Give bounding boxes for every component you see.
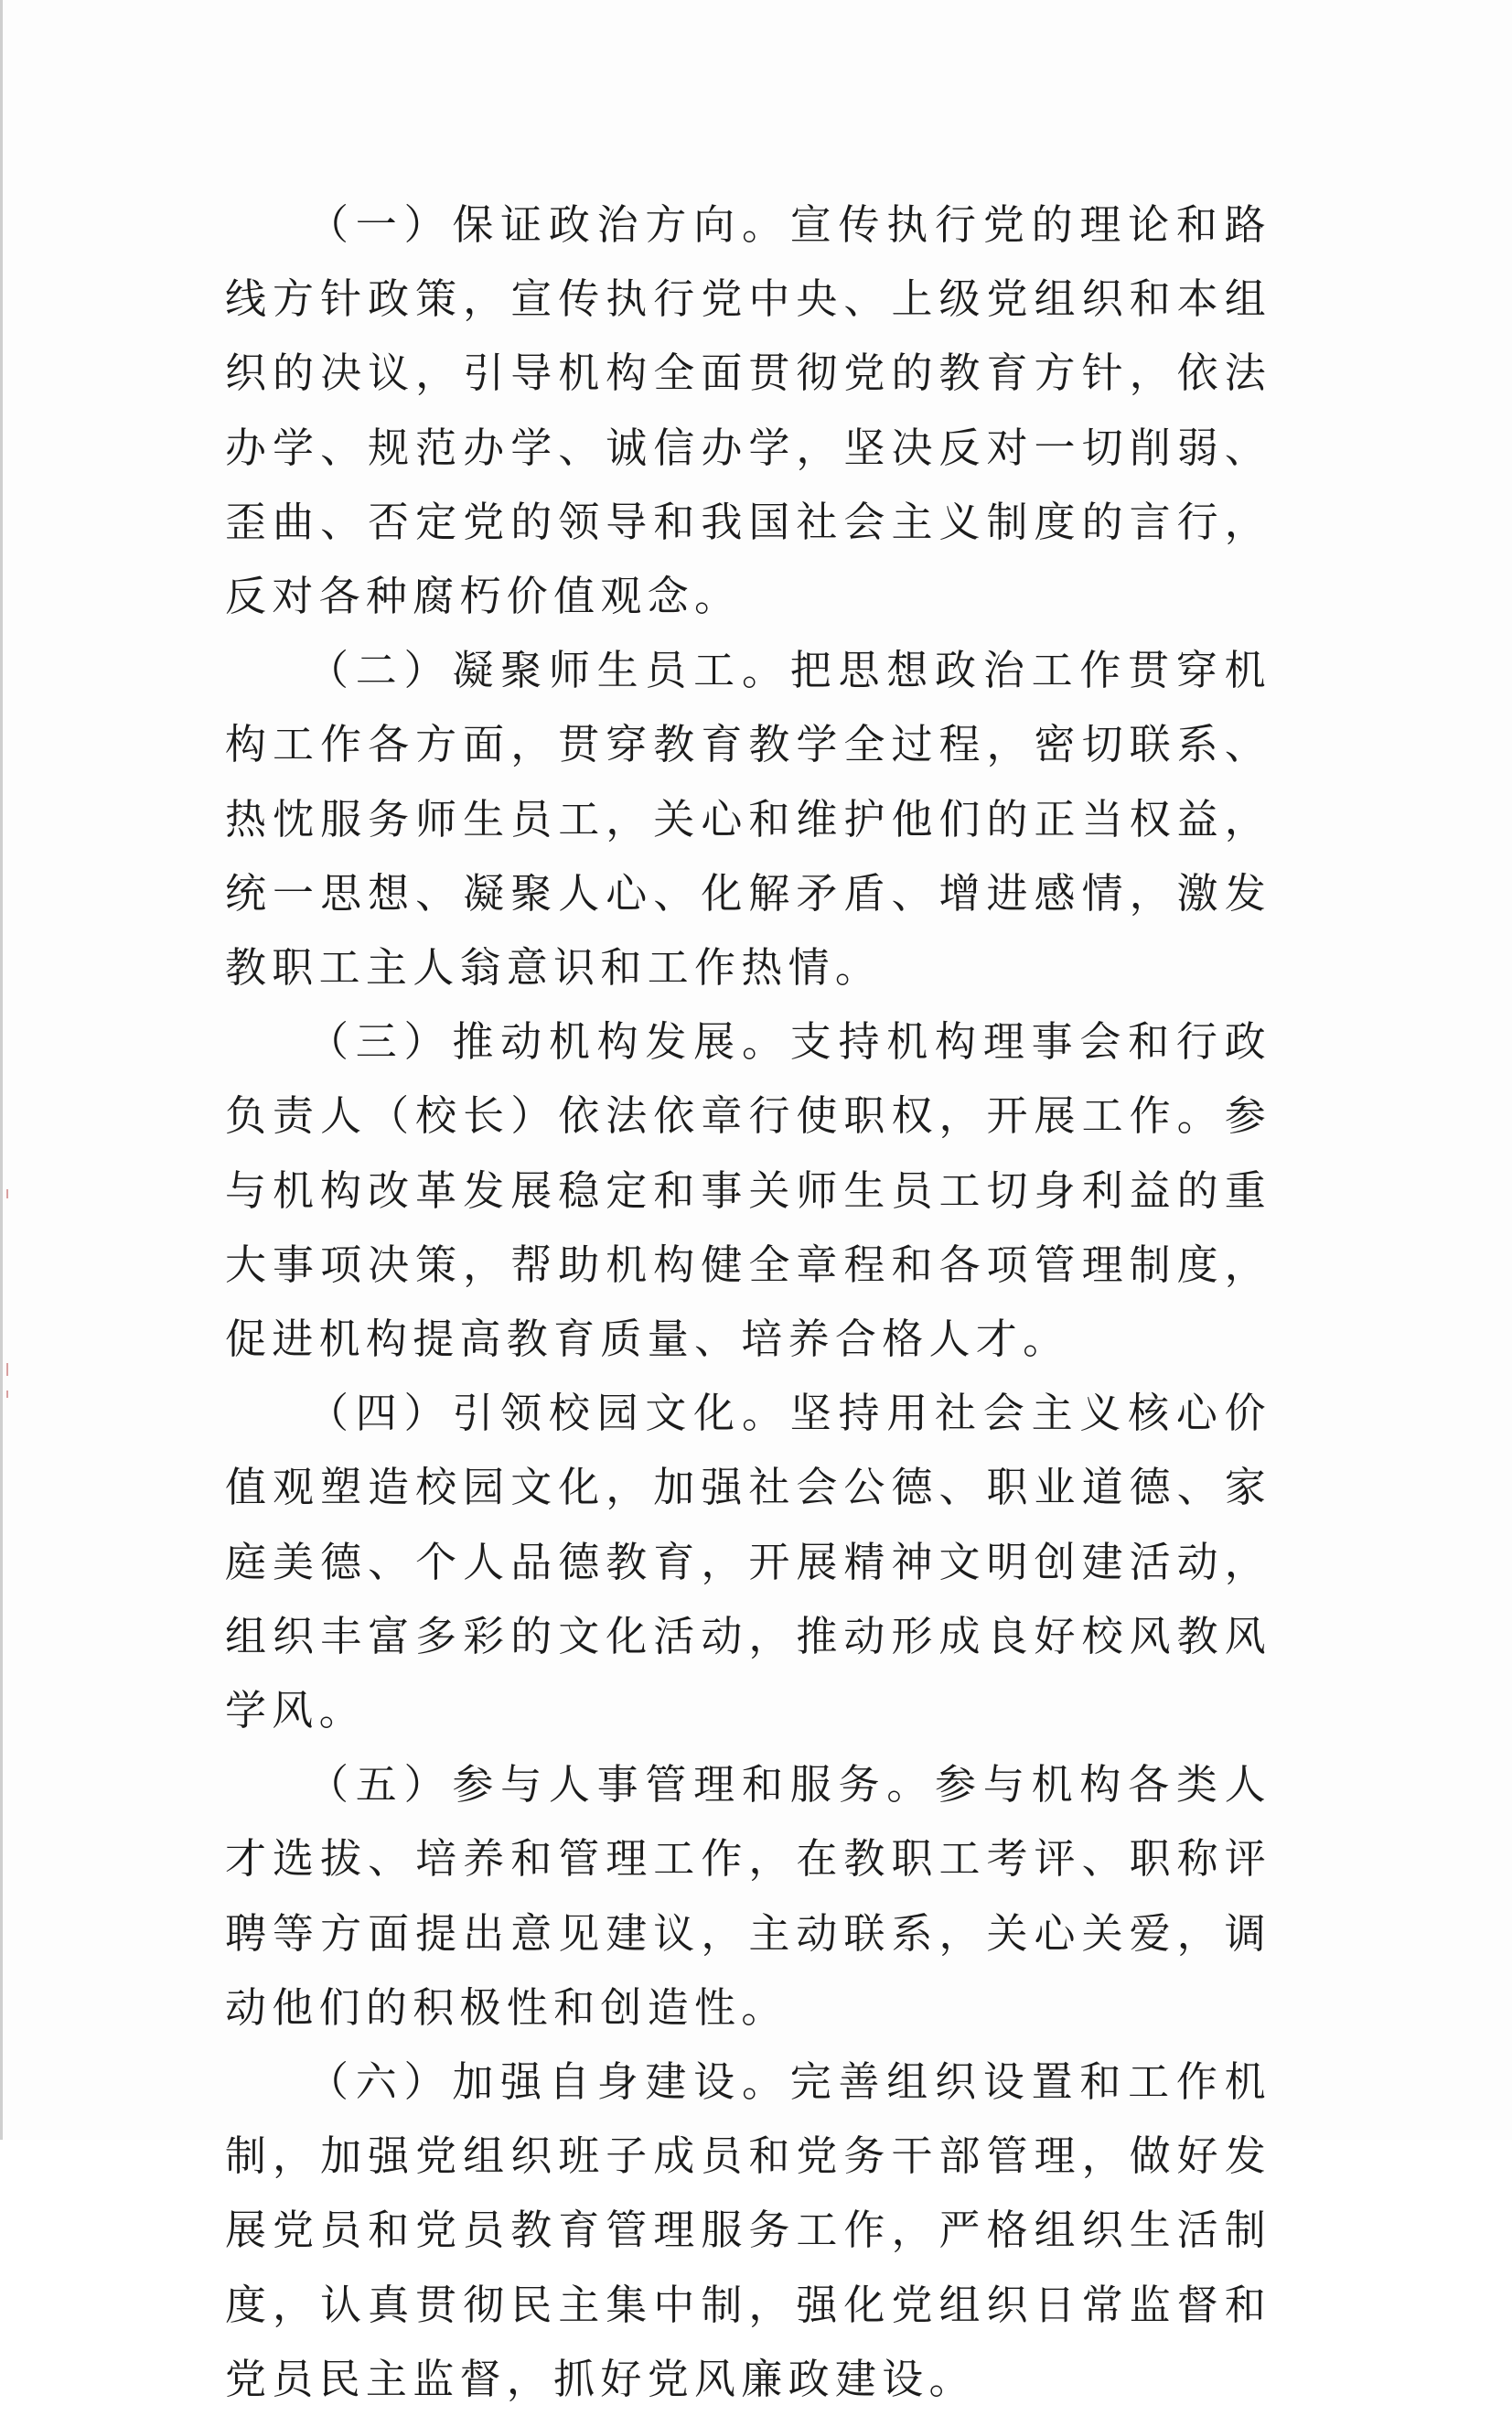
scan-left-edge — [0, 0, 3, 2140]
paragraph-personnel-management: （五）参与人事管理和服务。参与机构各类人才选拔、培养和管理工作，在教职工考评、职称评聘等方面提出意见建议，主动联系，关心关爱，调动他们的积极性和创造性。 — [225, 1760, 1271, 2032]
scan-mark — [6, 1189, 8, 1198]
paragraph-self-construction: （六）加强自身建设。完善组织设置和工作机制，加强党组织班子成员和党务干部管理，做好发展党员和党员教育管理服务工作，严格组织生活制度，认真贯彻民主集中制，强化党组织日常监督和党员民主监督，抓好党风廉政建设。 — [225, 2057, 1271, 2403]
paragraph-unite-staff: （二）凝聚师生员工。把思想政治工作贯穿机构工作各方面，贯穿教育教学全过程，密切联系、热忱服务师生员工，关心和维护他们的正当权益，统一思想、凝聚人心、化解矛盾、增进感情，激发教职工主人翁意识和工作热情。 — [225, 646, 1271, 993]
scan-mark — [6, 1391, 8, 1398]
paragraph-promote-development: （三）推动机构发展。支持机构理事会和行政负责人（校长）依法依章行使职权，开展工作。参与机构改革发展稳定和事关师生员工切身利益的重大事项决策，帮助机构健全章程和各项管理制度，促进机构提高教育质量、培养合格人才。 — [225, 1017, 1271, 1364]
paragraph-campus-culture: （四）引领校园文化。坚持用社会主义核心价值观塑造校园文化，加强社会公德、职业道德、家庭美德、个人品德教育，开展精神文明创建活动，组织丰富多彩的文化活动，推动形成良好校风教风学风。 — [225, 1389, 1271, 1735]
paragraph-political-direction: （一）保证政治方向。宣传执行党的理论和路线方针政策，宣传执行党中央、上级党组织和本组织的决议，引导机构全面贯彻党的教育方针，依法办学、规范办学、诚信办学，坚决反对一切削弱、歪曲、否定党的领导和我国社会主义制度的言行，反对各种腐朽价值观念。 — [225, 200, 1271, 621]
scan-mark — [6, 1363, 8, 1376]
document-body — [225, 188, 1271, 2416]
